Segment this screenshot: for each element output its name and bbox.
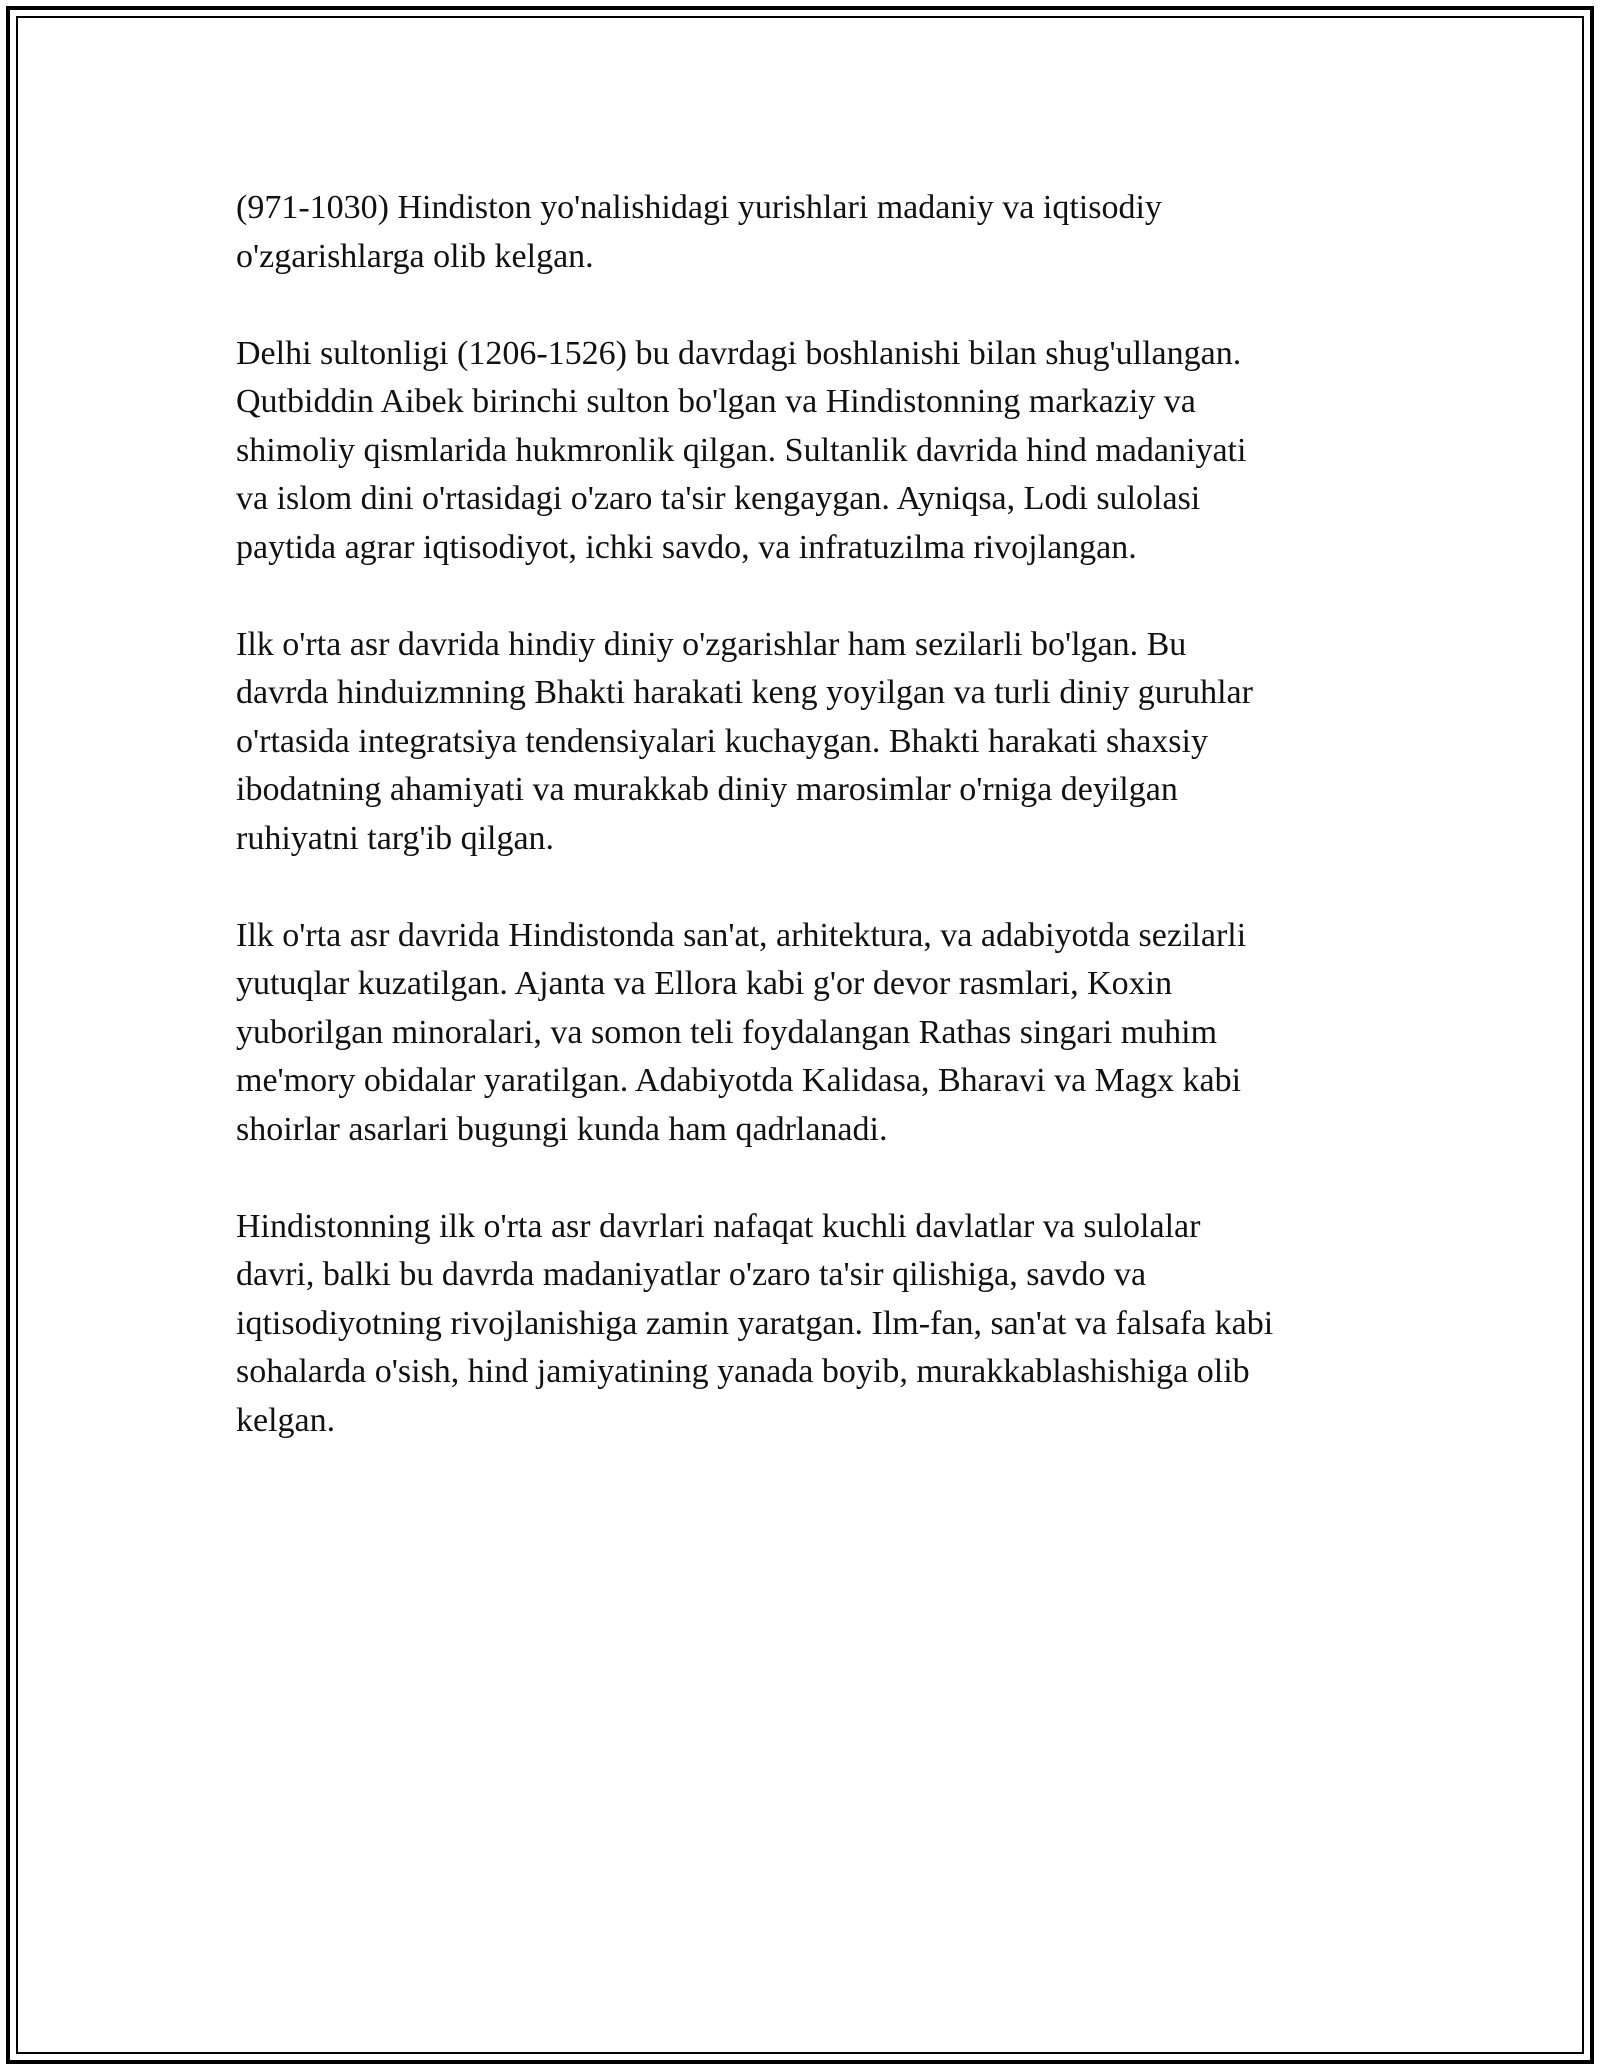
text-line: Qutbiddin Aibek birinchi sulton bo'lgan va Hindistonning markaziy va [236, 383, 1196, 420]
paragraph-1 [236, 184, 1366, 281]
paragraph-3 [236, 621, 1366, 864]
text-line: iqtisodiyotning rivojlanishiga zamin yaratgan. Ilm-fan, san'at va falsafa kabi [236, 1304, 1274, 1342]
text-line: Ilk o'rta asr davrida Hindistonda san'at, arhitektura, va adabiyotda sezilarli [236, 916, 1247, 954]
text-line: paytida agrar iqtisodiyot, ichki savdo, va infratuzilma rivojlangan. [236, 528, 1137, 566]
text-line: ruhiyatni targ'ib qilgan. [236, 819, 555, 857]
text-line: ibodatning ahamiyati va murakkab diniy marosimlar o'rniga deyilgan [236, 771, 1178, 808]
document-body [236, 184, 1366, 1494]
text-line: va islom dini o'rtasidagi o'zaro ta'sir kengaygan. Ayniqsa, Lodi sulolasi [236, 480, 1201, 517]
text-line: shimoliy qismlarida hukmronlik qilgan. Sultanlik davrida hind madaniyati [236, 431, 1247, 469]
text-line: davri, balki bu davrda madaniyatlar o'zaro ta'sir qilishiga, savdo va [236, 1256, 1147, 1293]
text-line: Ilk o'rta asr davrida hindiy diniy o'zgarishlar ham sezilarli bo'lgan. Bu [236, 625, 1187, 663]
text-line: Delhi sultonligi (1206-1526) bu davrdagi boshlanishi bilan shug'ullangan. [236, 334, 1242, 372]
paragraph-5 [236, 1203, 1366, 1446]
text-line: Hindistonning ilk o'rta asr davrlari nafaqat kuchli davlatlar va sulolalar [236, 1207, 1201, 1245]
text-line: sohalarda o'sish, hind jamiyatining yanada boyib, murakkablashishiga olib [236, 1353, 1250, 1390]
text-line: o'zgarishlarga olib kelgan. [236, 237, 594, 275]
text-line: shoirlar asarlari bugungi kunda ham qadrlanadi. [236, 1110, 888, 1148]
paragraph-4 [236, 912, 1366, 1155]
text-line: kelgan. [236, 1401, 336, 1439]
text-line: (971-1030) Hindiston yo'nalishidagi yurishlari madaniy va iqtisodiy [236, 189, 1162, 226]
text-line: me'mory obidalar yaratilgan. Adabiyotda Kalidasa, Bharavi va Magx kabi [236, 1062, 1242, 1099]
text-line: yutuqlar kuzatilgan. Ajanta va Ellora kabi g'or devor rasmlari, Koxin [236, 965, 1173, 1002]
text-line: o'rtasida integratsiya tendensiyalari kuchaygan. Bhakti harakati shaxsiy [236, 722, 1208, 760]
text-line: yuborilgan minoralari, va somon teli foydalangan Rathas singari muhim [236, 1013, 1218, 1051]
text-line: davrda hinduizmning Bhakti harakati keng yoyilgan va turli diniy guruhlar [236, 674, 1253, 711]
paragraph-2 [236, 330, 1366, 573]
